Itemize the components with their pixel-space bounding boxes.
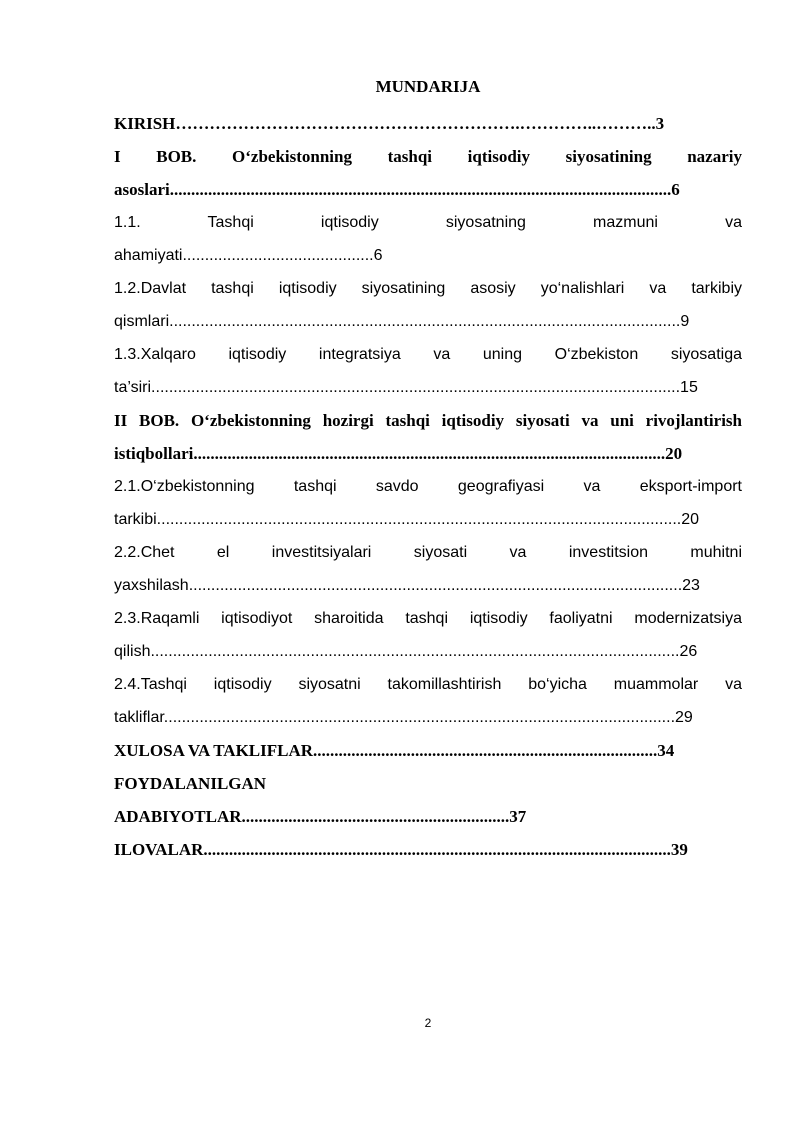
page-number: 2 (424, 1016, 432, 1030)
toc-entry-2-4-line2[interactable]: takliflar...................................................................................................................29 (114, 709, 693, 726)
toc-entry-2-2-line1[interactable]: 2.2.Chet el investitsiyalari siyosati va investitsion muhitni (114, 544, 742, 561)
toc-entry-bob2-line2[interactable]: istiqbollari...............................................................................................................20 (114, 444, 683, 463)
toc-entry-2-2-line2[interactable]: yaxshilash...............................................................................................................23 (114, 577, 700, 594)
toc-entry-2-3-line2[interactable]: qilish.......................................................................................................................26 (114, 643, 698, 660)
toc-entry-bob2-line1[interactable]: II BOB. O‘zbekistonning hozirgi tashqi iqtisodiy siyosati va uni rivojlantirish (114, 411, 742, 430)
toc-entry-1-2-line2[interactable]: qismlari...................................................................................................................9 (114, 313, 690, 330)
toc-entry-1-3-line1[interactable]: 1.3.Xalqaro iqtisodiy integratsiya va uning O‘zbekiston siyosatiga (114, 346, 742, 363)
toc-entry-1-2-line1[interactable]: 1.2.Davlat tashqi iqtisodiy siyosatining asosiy yo‘nalishlari va tarkibiy (114, 280, 742, 297)
toc-entry-1-1-line2[interactable]: ahamiyati...........................................6 (114, 247, 383, 264)
toc-entry-1-1-line1[interactable]: 1.1. Tashqi iqtisodiy siyosatning mazmuni va (114, 214, 742, 231)
toc-entry-ilovalar[interactable]: ILOVALAR..............................................................................................................39 (114, 840, 688, 859)
toc-entry-foydalanilgan-line1[interactable]: FOYDALANILGAN (114, 774, 267, 793)
toc-entry-bob1-line2[interactable]: asoslari......................................................................................................................6 (114, 180, 680, 199)
toc-entry-2-1-line1[interactable]: 2.1.O‘zbekistonning tashqi savdo geografiyasi va eksport-import (114, 478, 742, 495)
toc-entry-2-1-line2[interactable]: tarkibi......................................................................................................................20 (114, 511, 700, 528)
toc-entry-1-3-line2[interactable]: ta’siri.......................................................................................................................15 (114, 379, 698, 396)
toc-entry-foydalanilgan-line2[interactable]: ADABIYOTLAR...............................................................37 (114, 807, 527, 826)
toc-entry-xulosa[interactable]: XULOSA VA TAKLIFLAR.................................................................................34 (114, 741, 675, 760)
page-title: MUNDARIJA (375, 77, 481, 96)
table-of-contents (114, 107, 742, 866)
toc-entry-bob1-line1[interactable]: I BOB. O‘zbekistonning tashqi iqtisodiy siyosatining nazariy (114, 147, 742, 166)
toc-entry-kirish[interactable]: KIRISH…………………………………………………….…………..………..3 (114, 114, 665, 133)
toc-entry-2-4-line1[interactable]: 2.4.Tashqi iqtisodiy siyosatni takomillashtirish bo‘yicha muammolar va (114, 676, 742, 693)
toc-entry-2-3-line1[interactable]: 2.3.Raqamli iqtisodiyot sharoitida tashqi iqtisodiy faoliyatni modernizatsiya (114, 610, 742, 627)
